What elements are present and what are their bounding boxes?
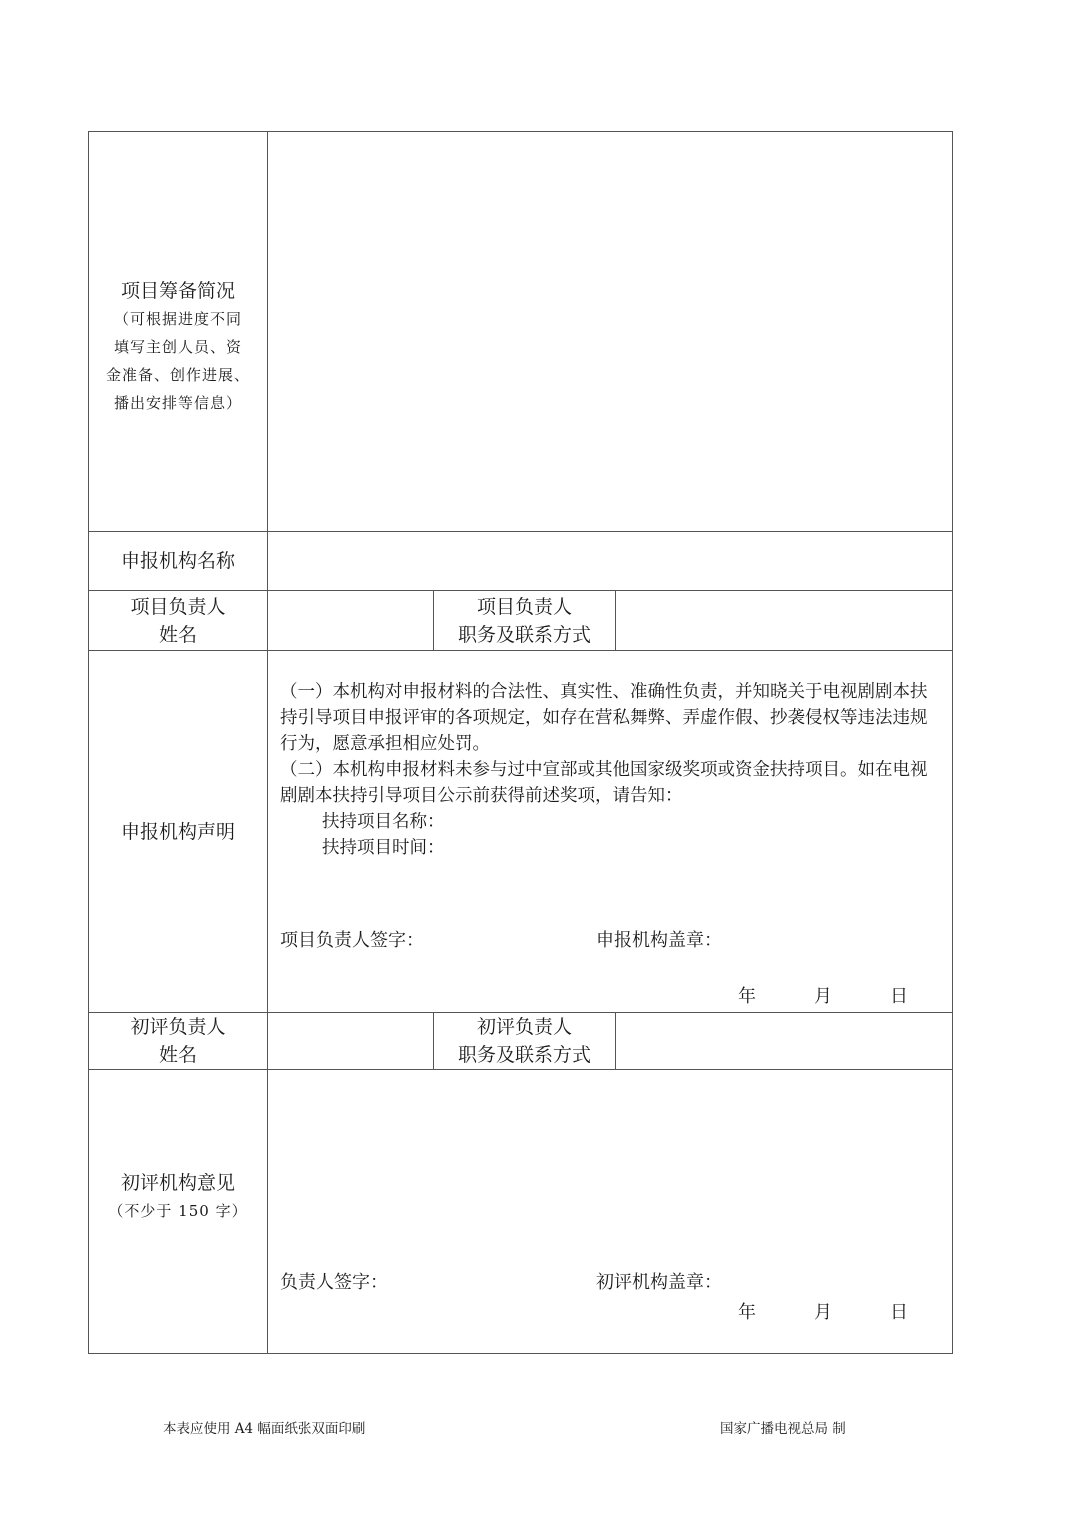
application-form-table bbox=[88, 131, 953, 1354]
review-month: 月 bbox=[814, 1302, 832, 1323]
org-name-input[interactable] bbox=[268, 532, 952, 590]
review-signature-label: 负责人签字： bbox=[280, 1272, 388, 1293]
declaration-para-1: （一）本机构对申报材料的合法性、真实性、准确性负责，并知晓关于电视剧剧本扶持引导项目申报评审的各项规定，如存在营私舞弊、弄虚作假、抄袭侵权等违法违规行为，愿意承担相应处罚。 bbox=[280, 682, 928, 754]
preparation-note-2: 填写主创人员、资 bbox=[113, 337, 242, 356]
project-lead-contact-input[interactable] bbox=[616, 591, 952, 650]
declaration-label: 申报机构声明 bbox=[89, 651, 268, 1012]
review-lead-name-input[interactable] bbox=[268, 1013, 434, 1069]
review-lead-contact-label-2: 职务及联系方式 bbox=[457, 1044, 591, 1066]
project-lead-name-label-2: 姓名 bbox=[158, 623, 197, 646]
review-day: 日 bbox=[890, 1302, 908, 1323]
project-lead-contact-label-cell bbox=[434, 591, 616, 650]
preparation-label: 项目筹备简况 bbox=[120, 279, 235, 302]
declaration-content bbox=[268, 651, 952, 1012]
review-lead-contact-label-1: 初评负责人 bbox=[476, 1016, 572, 1038]
review-lead-name-label-2: 姓名 bbox=[158, 1044, 197, 1066]
row-review-lead bbox=[89, 1013, 952, 1070]
row-preparation bbox=[89, 132, 952, 532]
project-lead-name-input[interactable] bbox=[268, 591, 434, 650]
preparation-label-cell bbox=[89, 132, 268, 531]
review-opinion-content[interactable] bbox=[268, 1070, 952, 1353]
preparation-note-1: （可根据进度不同 bbox=[113, 309, 242, 328]
preparation-note-3: 金准备、创作进展、 bbox=[105, 365, 250, 384]
review-lead-name-label-1: 初评负责人 bbox=[130, 1016, 226, 1038]
org-seal-label: 申报机构盖章： bbox=[596, 930, 722, 951]
preparation-note-4: 播出安排等信息） bbox=[113, 393, 242, 412]
project-lead-contact-label-1: 项目负责人 bbox=[476, 595, 572, 618]
footer-print-note: 本表应使用 A4 幅面纸张双面印刷 bbox=[163, 1421, 366, 1437]
review-seal-label: 初评机构盖章： bbox=[596, 1272, 722, 1293]
row-org-name bbox=[89, 532, 952, 591]
review-opinion-label-cell bbox=[89, 1070, 268, 1353]
declaration-day: 日 bbox=[890, 986, 908, 1007]
project-lead-contact-label-2: 职务及联系方式 bbox=[457, 623, 591, 646]
review-lead-contact-input[interactable] bbox=[616, 1013, 952, 1069]
declaration-year: 年 bbox=[738, 986, 756, 1007]
review-opinion-note: （不少于 150 字） bbox=[108, 1201, 248, 1220]
row-declaration bbox=[89, 651, 952, 1013]
review-year: 年 bbox=[738, 1302, 756, 1323]
footer-issuer: 国家广播电视总局 制 bbox=[720, 1421, 846, 1437]
org-name-label: 申报机构名称 bbox=[89, 532, 268, 590]
preparation-input[interactable] bbox=[268, 132, 952, 531]
lead-signature-label: 项目负责人签字： bbox=[280, 930, 424, 951]
support-project-name-label: 扶持项目名称： bbox=[322, 812, 445, 832]
review-lead-name-label-cell bbox=[89, 1013, 268, 1069]
project-lead-name-label-cell bbox=[89, 591, 268, 650]
declaration-month: 月 bbox=[814, 986, 832, 1007]
row-project-lead bbox=[89, 591, 952, 651]
support-project-time-label: 扶持项目时间： bbox=[322, 838, 445, 858]
project-lead-name-label-1: 项目负责人 bbox=[130, 595, 226, 618]
declaration-para-2: （二）本机构申报材料未参与过中宣部或其他国家级奖项或资金扶持项目。如在电视剧剧本扶持引导项目公示前获得前述奖项，请告知： bbox=[280, 760, 928, 806]
review-opinion-label: 初评机构意见 bbox=[120, 1171, 235, 1194]
review-lead-contact-label-cell bbox=[434, 1013, 616, 1069]
row-review-opinion bbox=[89, 1070, 952, 1353]
